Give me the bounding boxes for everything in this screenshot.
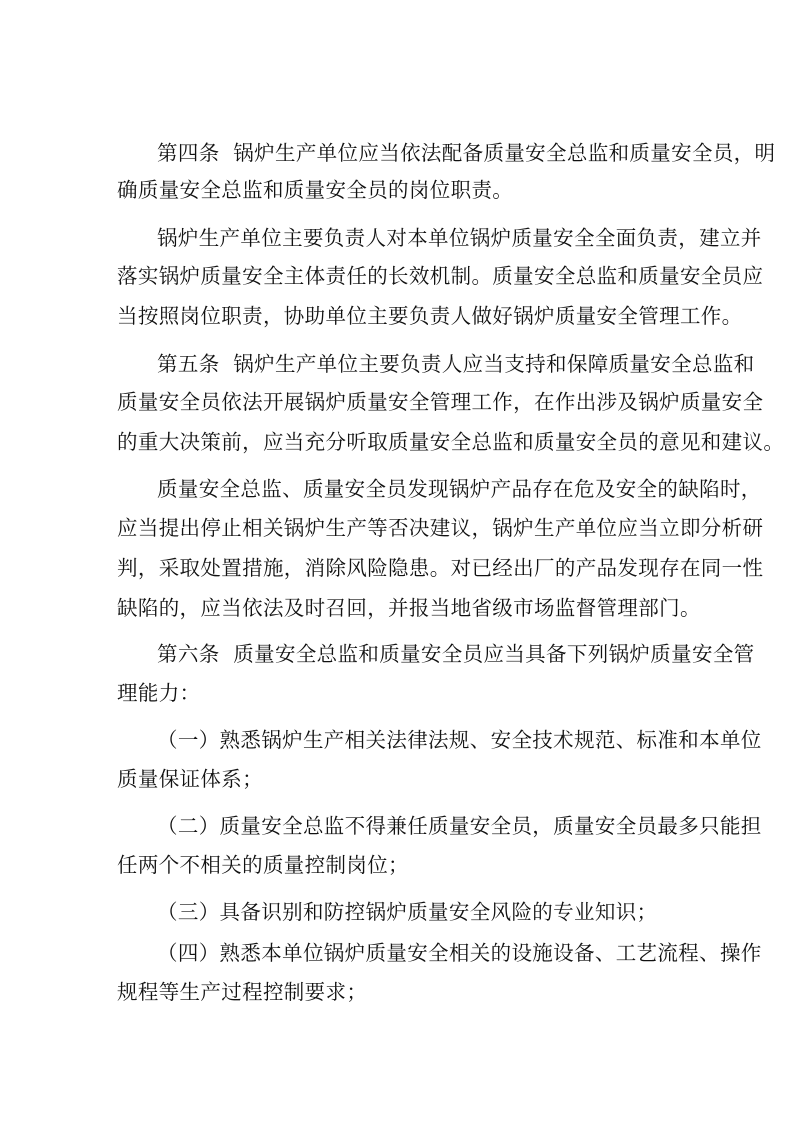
text-line: 锅炉生产单位主要负责人对本单位锅炉质量安全全面负责，建立并	[157, 226, 762, 250]
text-line: 第六条 质量安全总监和质量安全员应当具备下列锅炉质量安全管	[157, 642, 755, 666]
text-line: （四）熟悉本单位锅炉质量安全相关的设施设备、工艺流程、操作	[157, 941, 762, 965]
text-line: 质量安全员依法开展锅炉质量安全管理工作，在作出涉及锅炉质量安全	[117, 390, 764, 414]
text-line: 缺陷的，应当依法及时召回，并报当地省级市场监督管理部门。	[117, 596, 701, 620]
text-line: （二）质量安全总监不得兼任质量安全员，质量安全员最多只能担	[157, 814, 762, 838]
text-line: 质量保证体系；	[117, 767, 263, 791]
text-line: （一）熟悉锅炉生产相关法律法规、安全技术规范、标准和本单位	[157, 728, 762, 752]
text-line: 质量安全总监、质量安全员发现锅炉产品存在危及安全的缺陷时，	[157, 477, 762, 501]
text-line: 的重大决策前，应当充分听取质量安全总监和质量安全员的意见和建议。	[117, 430, 785, 454]
text-line: 确质量安全总监和质量安全员的岗位职责。	[117, 178, 514, 202]
text-line: （三）具备识别和防控锅炉质量安全风险的专业知识；	[157, 900, 658, 924]
text-line: 判，采取处置措施，消除风险隐患。对已经出厂的产品发现存在同一性	[117, 556, 764, 580]
text-line: 理能力：	[117, 681, 201, 705]
text-line: 任两个不相关的质量控制岗位；	[117, 853, 409, 877]
text-line: 第四条 锅炉生产单位应当依法配备质量安全总监和质量安全员，明	[157, 141, 776, 165]
text-line: 落实锅炉质量安全主体责任的长效机制。质量安全总监和质量安全员应	[117, 264, 764, 288]
text-line: 当按照岗位职责，协助单位主要负责人做好锅炉质量安全管理工作。	[117, 304, 743, 328]
text-line: 规程等生产过程控制要求；	[117, 980, 368, 1004]
text-line: 第五条 锅炉生产单位主要负责人应当支持和保障质量安全总监和	[157, 352, 755, 376]
text-line: 应当提出停止相关锅炉生产等否决建议，锅炉生产单位应当立即分析研	[117, 516, 764, 540]
